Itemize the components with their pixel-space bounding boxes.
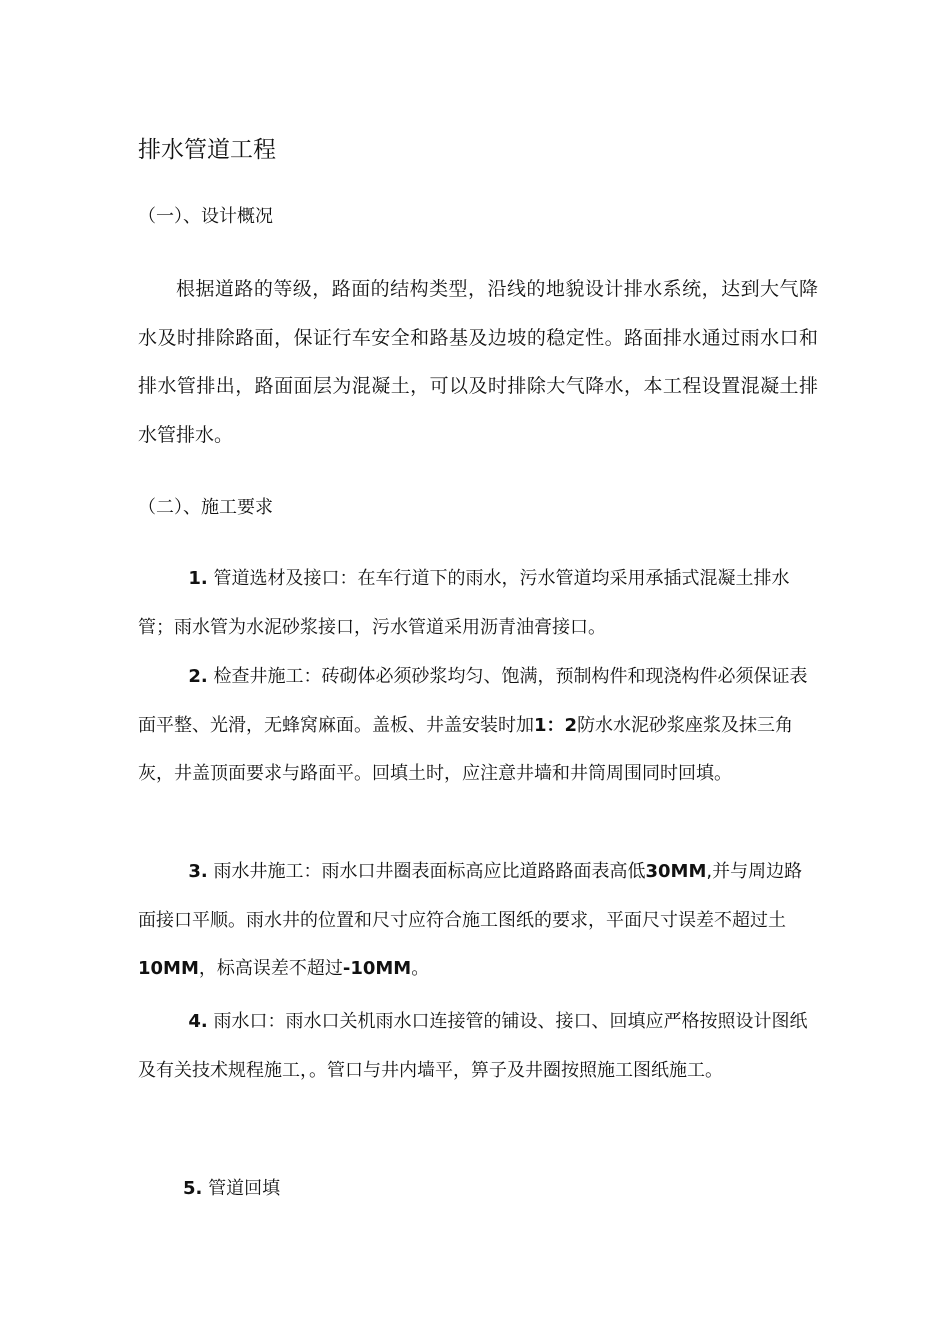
item-number: 3. (188, 861, 208, 882)
item-number: 2. (188, 666, 208, 687)
elevation-tolerance-value: -10MM (342, 958, 412, 979)
item-text: ,并与周边路面接口平顺。雨水井的位置和尺寸应符合施工图纸的要求，平面尺寸误差不超过土 (138, 861, 803, 931)
item-text: 检查井施工：砖砌体必须砂浆均匀、饱满，预制构件和现浇构件必须保证表面平整、光滑，无蜂窝麻面。盖板、井盖安装时加 (138, 666, 808, 736)
section-heading-construction-requirements: （二）、施工要求 (138, 497, 273, 518)
item-number: 4. (188, 1011, 208, 1032)
item-text: ，标高误差不超过 (198, 958, 343, 979)
item-number: 5. (183, 1178, 203, 1199)
section-heading-design-overview: （一）、设计概况 (138, 206, 273, 227)
item-text: 雨水口：雨水口关机雨水口连接管的铺设、接口、回填应严格按照设计图纸及有关技术规程施工，。管口与井内墙平，箅子及井圈按照施工图纸施工。 (138, 1011, 808, 1081)
item-text: 管道回填 (208, 1178, 281, 1199)
mortar-ratio: 1：2 (534, 714, 578, 736)
requirement-item-2 (138, 653, 818, 799)
item-text: 雨水井施工：雨水口井圈表面标高应比道路路面表高低 (213, 861, 646, 882)
item-text: 。 (411, 958, 430, 979)
document-title: 排水管道工程 (138, 137, 276, 163)
requirement-item-5 (138, 1165, 818, 1214)
requirement-item-1 (138, 555, 818, 652)
requirement-item-4 (138, 998, 818, 1095)
item-number: 1. (188, 568, 208, 589)
item-text: 防水水泥砂浆座浆及抹三角灰，井盖顶面要求与路面平。回填土时，应注意井墙和井筒周围同时回填。 (138, 714, 794, 784)
plane-tolerance-value: 10MM (138, 958, 199, 979)
elevation-offset-value: 30MM (645, 861, 707, 882)
requirement-item-3 (138, 848, 818, 994)
design-overview-paragraph: 根据道路的等级，路面的结构类型，沿线的地貌设计排水系统，达到大气降水及时排除路面，保证行车安全和路基及边坡的稳定性。路面排水通过雨水口和排水管排出，路面面层为混凝土，可以及时排除大气降水，本工程设置混凝土排水管排水。 (138, 278, 818, 446)
item-text: 管道选材及接口：在车行道下的雨水，污水管道均采用承插式混凝土排水管；雨水管为水泥砂浆接口，污水管道采用沥青油膏接口。 (138, 568, 790, 638)
